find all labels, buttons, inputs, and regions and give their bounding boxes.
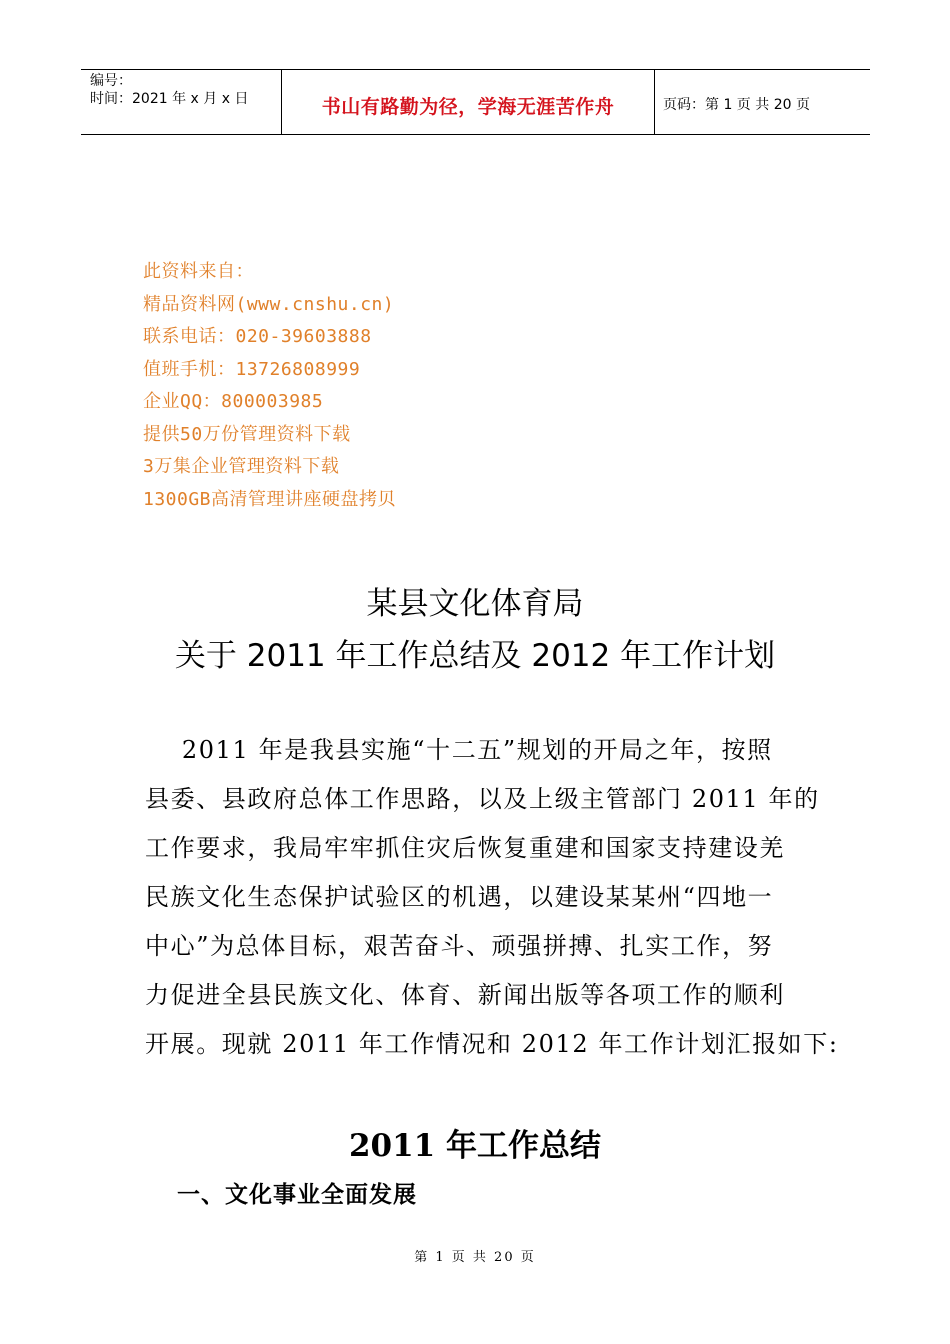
section-heading: 2011 年工作总结 — [348, 1128, 602, 1164]
intro-paragraph — [145, 726, 839, 1069]
paragraph-line: 县委、县政府总体工作思路，以及上级主管部门 2011 年的 — [145, 785, 820, 813]
source-line: 1300GB高清管理讲座硬盘拷贝 — [143, 488, 397, 510]
paragraph-line: 力促进全县民族文化、体育、新闻出版等各项工作的顺利 — [145, 981, 785, 1009]
document-header — [81, 69, 870, 135]
source-info-block — [143, 256, 396, 516]
subsection-heading: 一、文化事业全面发展 — [177, 1181, 417, 1208]
paragraph-line: 中心”为总体目标，艰苦奋斗、顽强拼搏、扎实工作，努 — [145, 932, 774, 960]
source-line: 3万集企业管理资料下载 — [143, 456, 340, 477]
date-label: 时间：2021 年 x 月 x 日 — [90, 91, 249, 107]
number-label: 编号： — [90, 73, 132, 89]
header-meta-cell — [81, 70, 282, 134]
page-info: 页码：第 1 页 共 20 页 — [663, 97, 810, 113]
document-title-line-1: 某县文化体育局 — [366, 586, 584, 622]
header-motto-cell — [282, 70, 655, 134]
motto: 书山有路勤为径，学海无涯苦作舟 — [321, 96, 615, 118]
paragraph-line: 2011 年是我县实施“十二五”规划的开局之年，按照 — [145, 736, 773, 764]
source-line: 精品资料网(www.cnshu.cn) — [143, 293, 395, 315]
paragraph-line: 民族文化生态保护试验区的机遇，以建设某某州“四地一 — [145, 883, 774, 911]
paragraph-line: 工作要求，我局牢牢抓住灾后恢复重建和国家支持建设羌 — [145, 834, 785, 862]
source-line: 值班手机：13726808999 — [143, 358, 361, 380]
source-line: 此资料来自： — [143, 261, 254, 282]
source-line: 联系电话：020-39603888 — [143, 326, 372, 347]
paragraph-line: 开展。现就 2011 年工作情况和 2012 年工作计划汇报如下: — [145, 1030, 839, 1058]
source-line: 企业QQ：800003985 — [143, 391, 324, 412]
document-title-line-2: 关于 2011 年工作总结及 2012 年工作计划 — [174, 638, 776, 674]
page-footer: 第 1 页 共 20 页 — [414, 1250, 536, 1265]
source-line: 提供50万份管理资料下载 — [143, 423, 351, 445]
header-page-cell — [655, 70, 870, 134]
